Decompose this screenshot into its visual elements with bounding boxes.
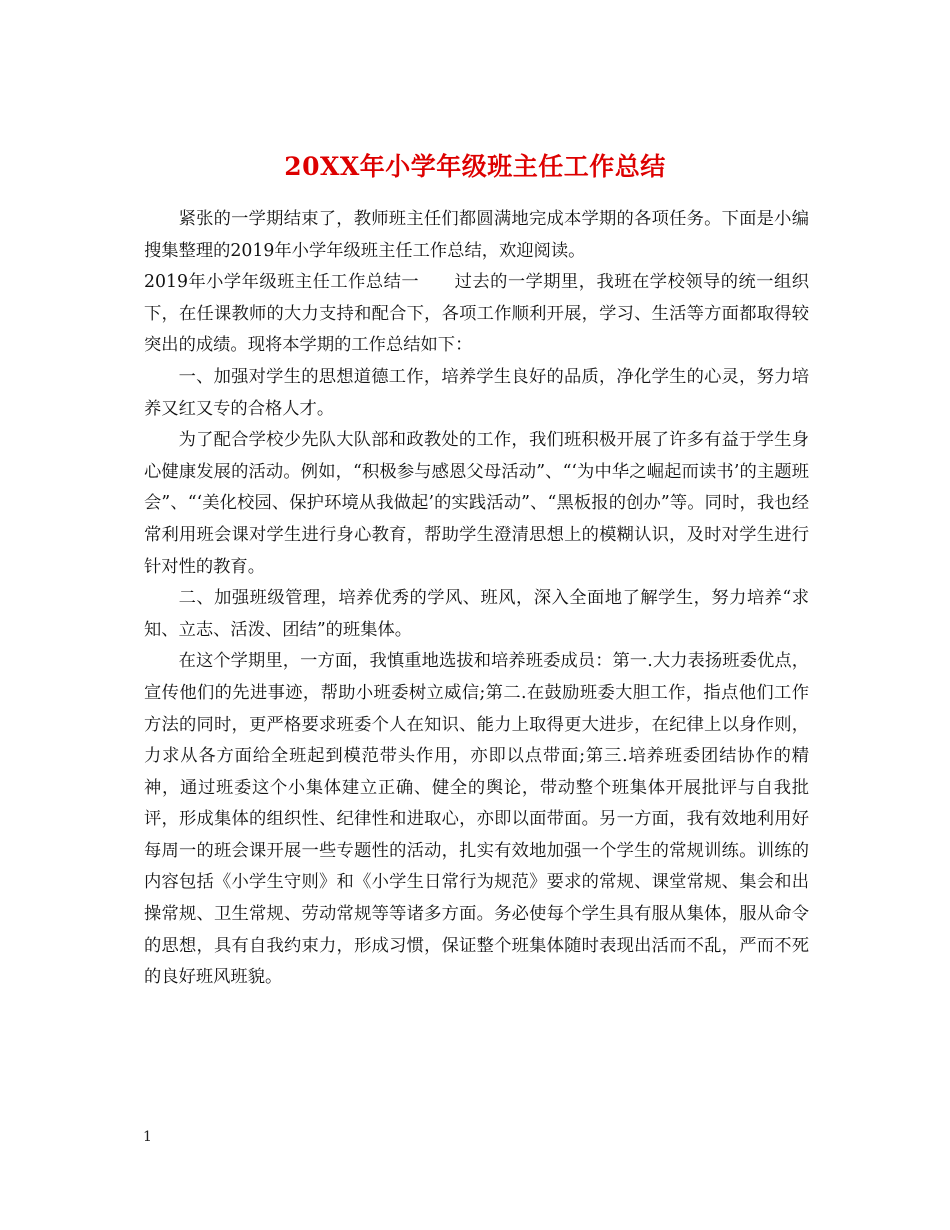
paragraph-summary-one: 2019年小学年级班主任工作总结一 过去的一学期里，我班在学校领导的统一组织下，在任课教师的大力支持和配合下，各项工作顺利开展，学习、生活等方面都取得较突出的成绩。现将本学期的工作总结如下： xyxy=(144,272,809,356)
paragraph-activities: 为了配合学校少先队大队部和政教处的工作，我们班积极开展了许多有益于学生身心健康发展的活动。例如，“积极参与感恩父母活动”、“‘为中华之崛起而读书’的主题班会”、“‘美化校园、保护环境从我做起’的实践活动”、“黑板报的创办”等。同时，我也经常利用班会课对学生进行身心教育，帮助学生澄清思想上的模糊认识，及时对学生进行针对性的教育。 xyxy=(144,430,809,577)
paragraph-section-one-heading: 一、加强对学生的思想道德工作，培养学生良好的品质，净化学生的心灵，努力培养又红又专的合格人才。 xyxy=(144,366,809,419)
paragraph-class-management: 在这个学期里，一方面，我慎重地选拔和培养班委成员：第一.大力表扬班委优点，宣传他们的先进事迹，帮助小班委树立威信;第二.在鼓励班委大胆工作，指点他们工作方法的同时，更严格要求班委个人在知识、能力上取得更大进步，在纪律上以身作则，力求从各方面给全班起到模范带头作用，亦即以点带面;第三.培养班委团结协作的精神，通过班委这个小集体建立正确、健全的舆论，带动整个班集体开展批评与自我批评，形成集体的组织性、纪律性和进取心，亦即以面带面。另一方面，我有效地利用好每周一的班会课开展一些专题性的活动，扎实有效地加强一个学生的常规训练。训练的内容包括《小学生守则》和《小学生日常行为规范》要求的常规、课堂常规、集会和出操常规、卫生常规、劳动常规等等诸多方面。务必使每个学生具有服从集体，服从命令的思想，具有自我约束力，形成习惯，保证整个班集体随时表现出活而不乱，严而不死的良好班风班貌。 xyxy=(144,651,809,988)
paragraph-section-two-heading: 二、加强班级管理，培养优秀的学风、班风，深入全面地了解学生，努力培养“求知、立志、活泼、团结”的班集体。 xyxy=(144,588,809,640)
page-number: 1 xyxy=(143,1129,152,1145)
document-body xyxy=(144,204,809,994)
document-title: 20XX年小学年级班主任工作总结 xyxy=(284,151,666,181)
paragraph-intro: 紧张的一学期结束了，教师班主任们都圆满地完成本学期的各项任务。下面是小编搜集整理的2019年小学年级班主任工作总结，欢迎阅读。 xyxy=(144,209,809,261)
